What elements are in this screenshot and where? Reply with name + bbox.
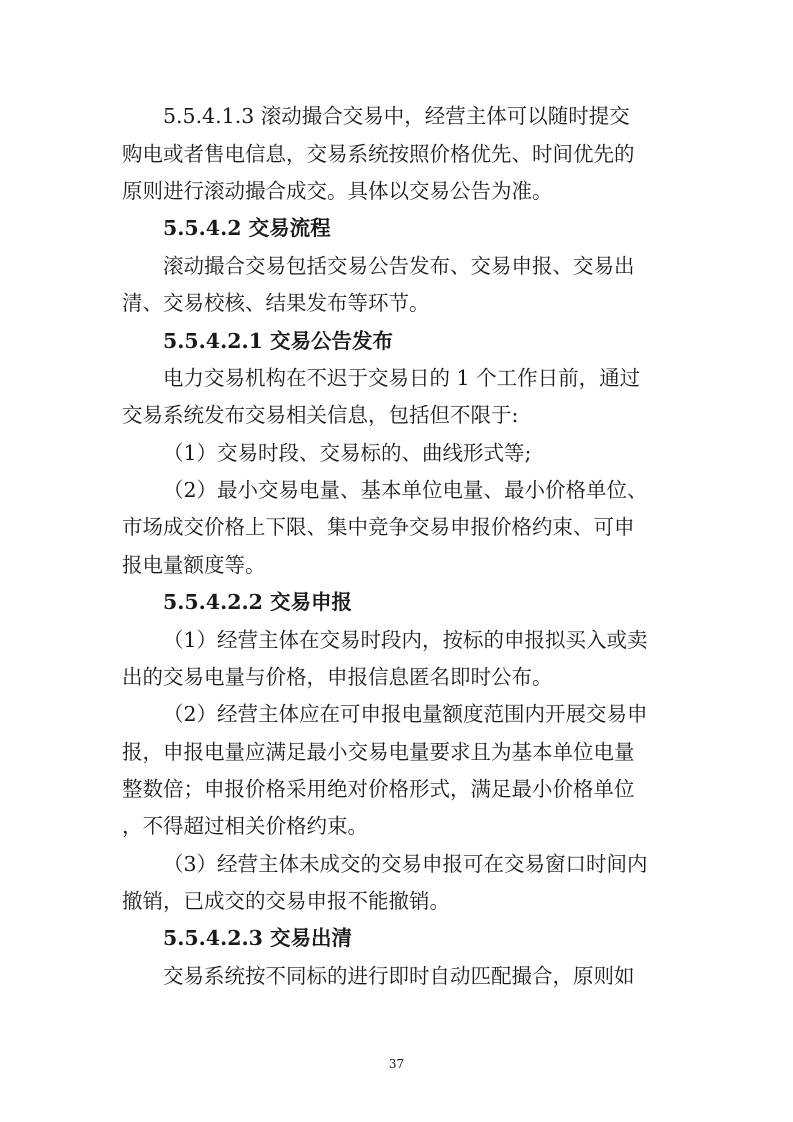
text-line: 整数倍；申报价格采用绝对价格形式，满足最小价格单位 [122, 777, 635, 801]
text-line: 清、交易校核、结果发布等环节。 [122, 291, 430, 315]
section-heading: 5.5.4.2.1 交易公告发布 [163, 329, 394, 353]
text-line: 原则进行滚动撮合成交。具体以交易公告为准。 [122, 179, 553, 203]
section-heading: 5.5.4.2 交易流程 [163, 216, 331, 240]
text-line: 交易系统发布交易相关信息，包括但不限于: [122, 403, 519, 427]
text-line: 撤销，已成交的交易申报不能撤销。 [122, 889, 450, 913]
list-item: （1）交易时段、交易标的、曲线形式等; [163, 441, 532, 465]
text-line: ，不得超过相关价格约束。 [122, 814, 368, 838]
page-number: 37 [388, 1057, 405, 1071]
text-line: 5.5.4.1.3 滚动撮合交易中，经营主体可以随时提交 [163, 104, 630, 128]
text-line: 市场成交价格上下限、集中竞争交易申报价格约束、可申 [122, 515, 635, 539]
list-item: （3）经营主体未成交的交易申报可在交易窗口时间内 [163, 852, 648, 876]
section-heading: 5.5.4.2.2 交易申报 [163, 590, 353, 614]
list-item: （2）经营主体应在可申报电量额度范围内开展交易申 [163, 702, 648, 726]
text-line: 报电量额度等。 [122, 553, 266, 577]
text-line: 购电或者售电信息，交易系统按照价格优先、时间优先的 [122, 142, 635, 166]
text-line: 出的交易电量与价格，申报信息匿名即时公布。 [122, 665, 553, 689]
text-line: 报，申报电量应满足最小交易电量要求且为基本单位电量 [122, 740, 635, 764]
list-item: （1）经营主体在交易时段内，按标的申报拟买入或卖 [163, 628, 648, 652]
text-line: 滚动撮合交易包括交易公告发布、交易申报、交易出 [163, 254, 635, 278]
text-line: 交易系统按不同标的进行即时自动匹配撮合，原则如 [163, 964, 635, 988]
section-heading: 5.5.4.2.3 交易出清 [163, 926, 353, 950]
list-item: （2）最小交易电量、基本单位电量、最小价格单位、 [163, 478, 648, 502]
text-line: 电力交易机构在不迟于交易日的 1 个工作日前，通过 [163, 366, 641, 390]
